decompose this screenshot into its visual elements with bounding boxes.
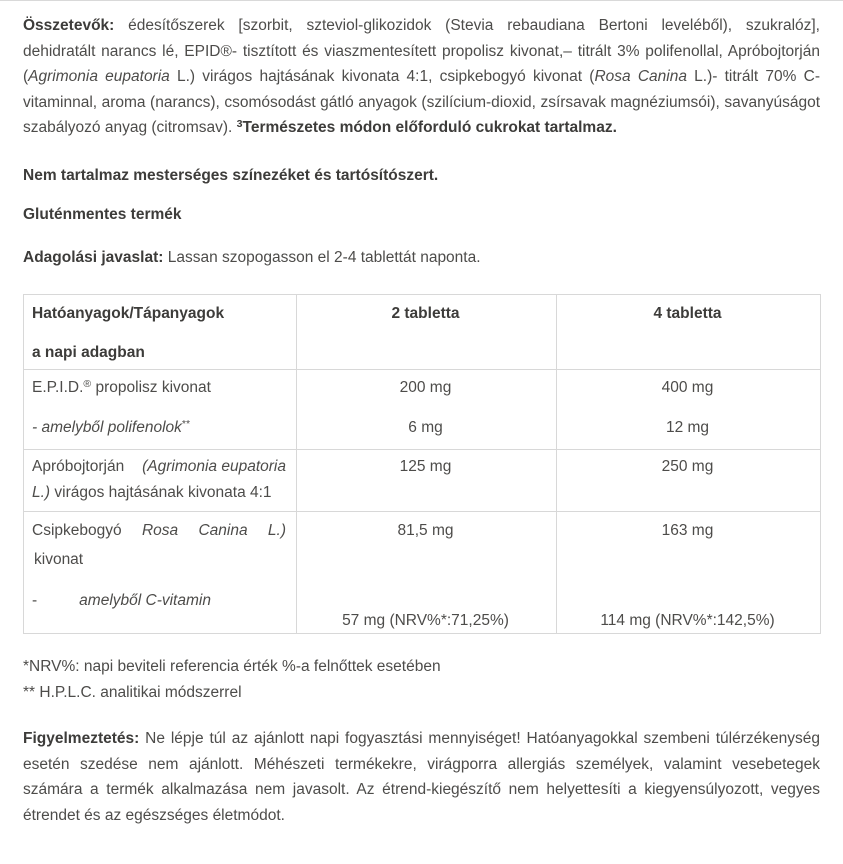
ingredients-text-3: L.)- titrált 70% C-vitaminnal, aroma (narancs), csomósodást gátló anyagok (szilícium-dioxid, zsírsavak magnéziumsói), savanyúságot szabályozó anyag (citromsav). [23,68,820,136]
agrimonia-value-4tab-cell [557,450,821,512]
vitc-4tab-value: 114 mg (NRV%*:142,5%) [600,611,775,629]
epid-name-line: E.P.I.D.® propolisz kivonat [32,378,211,396]
warning-label: Figyelmeztetés: [23,730,140,747]
rosehip-name-line1: Csipkebogyó Rosa Canina L.) [32,522,286,539]
footnote-hplc: ** H.P.L.C. analitikai módszerrel [23,683,242,701]
epid-name-cell [24,370,297,450]
ingredients-paragraph [23,13,820,141]
dash: - [32,592,38,609]
polyphenol-2tab-value: 6 mg [408,418,443,436]
agrimonia-name-line1: Apróbojtorján (Agrimonia eupatoria [32,458,286,475]
ingredients-label: Összetevők: [23,17,115,34]
rosehip-name-line2: kivonat [34,550,84,568]
vitc-2tab-value: 57 mg (NRV%*:71,25%) [342,611,509,629]
warning-text: Ne lépje túl az ajánlott napi fogyasztási mennyiséget! Hatóanyagokkal szembeni túlérzékenység esetén szedése nem ajánlott. Méhészeti termékekre, virágporra allergiás személyek, valamint vesebetegek számára a termék alkalmazása nem javasolt. Az étrend-kiegészítő nem helyettesíti a kiegyensúlyozott, vegyes étrendet és az egészséges életmódot. [23,730,820,824]
dosage-label: Adagolási javaslat: [23,248,164,266]
epid-4tab-value: 400 mg [661,379,714,396]
rosehip-name-cell [24,512,297,634]
footnote-nrv: *NRV%: napi beviteli referencia érték %-a felnőttek esetében [23,658,441,675]
header-cell-nutrients [24,295,297,370]
table-row-agrimonia [24,450,821,512]
header-cell-2-tablets: 2 tabletta [297,295,557,370]
agrimonia-name-line2: L.) virágos hajtásának kivonata 4:1 [32,483,272,501]
epid-value-2tab-cell [297,370,557,450]
agrimonia-value-2tab-cell [297,450,557,512]
table-header-row [24,295,821,370]
rosehip-4tab-value: 163 mg [661,522,714,539]
epid-polyphenol-line: - amelyből polifenolok** [32,417,191,436]
nutrition-table [23,294,821,634]
rosehip-value-2tab-cell [297,512,557,634]
rosehip-2tab-value: 81,5 mg [397,522,454,539]
latin-name-agrimonia: Agrimonia eupatoria [28,68,170,85]
agrimonia-4tab-value: 250 mg [661,458,714,475]
footnote-marker-3: 3 [236,118,243,131]
header-nutrients-line1: Hatóanyagok/Tápanyagok [32,305,225,322]
epid-2tab-value: 200 mg [399,379,452,396]
latin-name-rosa-canina: Rosa Canina [594,68,687,85]
no-artificial-statement: Nem tartalmaz mesterséges színezéket és tartósítószert. [23,166,439,184]
ingredients-text-2: L.) virágos hajtásának kivonata 4:1, csipkebogyó kivonat ( [169,68,595,85]
rosehip-value-4tab-cell [557,512,821,634]
epid-value-4tab-cell [557,370,821,450]
registered-mark: ® [83,378,92,391]
footnotes-block [23,654,820,705]
header-cell-4-tablets: 4 tabletta [557,295,821,370]
warning-paragraph [23,726,820,828]
table-row-epid-propolis [24,370,821,450]
dosage-paragraph [23,245,820,271]
header-nutrients-line2: a napi adagban [32,343,145,361]
dosage-text: Lassan szopogasson el 2-4 tablettát naponta. [163,248,481,266]
double-asterisk-marker: ** [181,417,191,430]
natural-sugars-note: $^3$Természetes módon előforduló cukrokat tartalmaz. [236,118,617,136]
ingredients-text-1: édesítőszerek [szorbit, szteviol-glikozidok (Stevia rebaudiana Bertoni leveléből), szukralóz], dehidratált narancs lé, EPID®- tisztított és viaszmentesített propolisz kivonat,– titrált 3% polifenollal, Apróbojtorján ( [23,17,820,85]
polyphenol-4tab-value: 12 mg [665,418,710,436]
rosehip-vitc-line: - amelyből C-vitamin [32,592,211,609]
table-row-rosehip [24,512,821,634]
gluten-free-statement: Gluténmentes termék [23,206,182,223]
agrimonia-name-cell [24,450,297,512]
agrimonia-2tab-value: 125 mg [399,458,452,475]
